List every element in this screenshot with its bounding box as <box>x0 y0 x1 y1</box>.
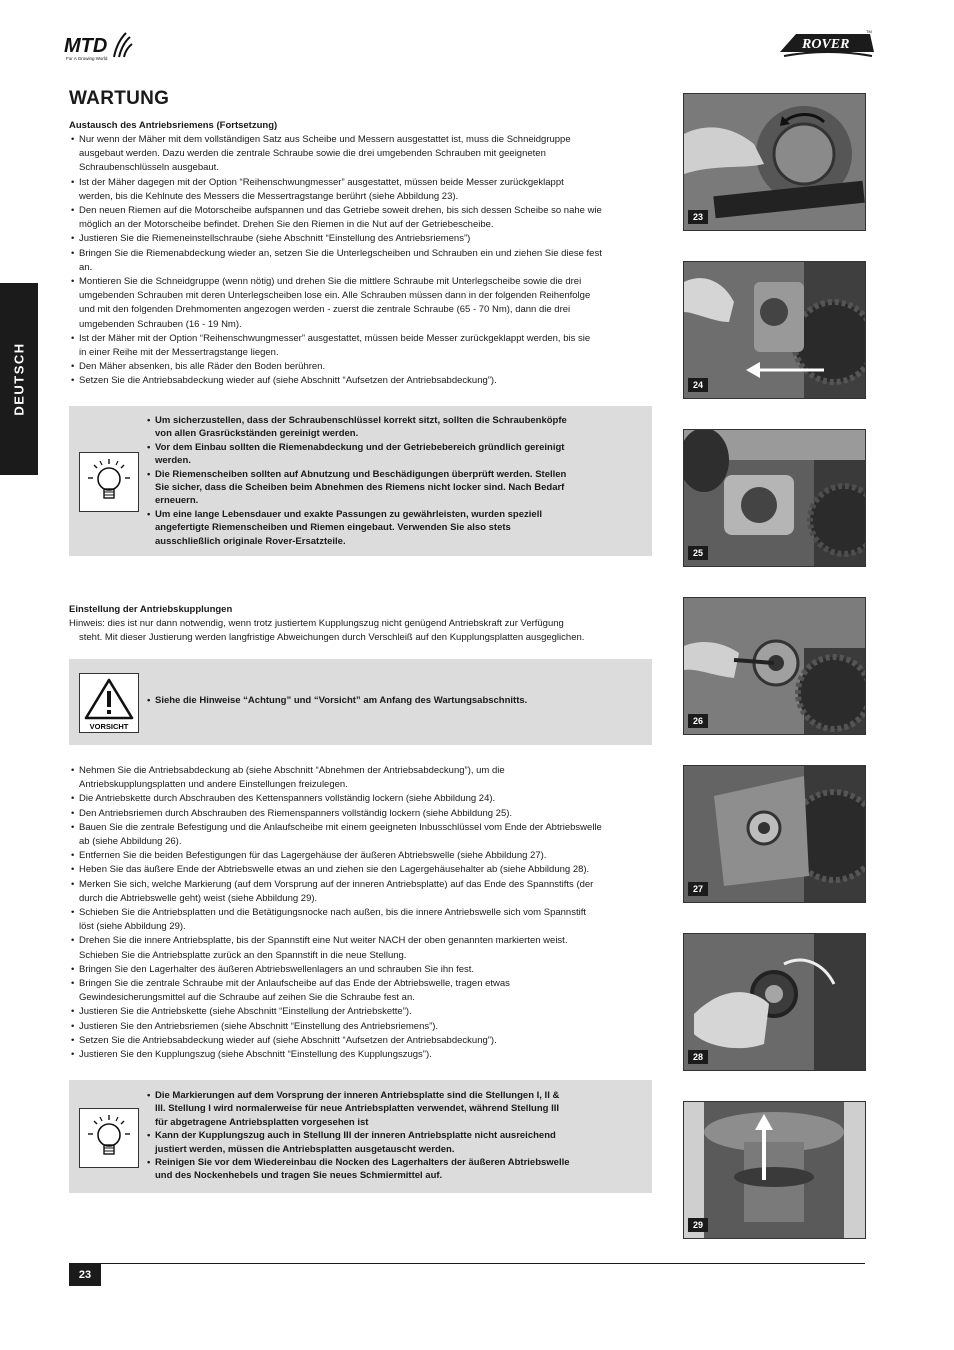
list-item-line: Schraubenschlüsseln ausgebaut. <box>79 162 219 174</box>
list-item <box>69 176 659 204</box>
rover-logo-text: ROVER <box>802 37 850 52</box>
list-item-line: • Nehmen Sie die Antriebsabdeckung ab (siehe Abschnitt “Abnehmen der Antriebsabdeckung”), um die <box>79 765 505 776</box>
list-item <box>145 1156 637 1183</box>
list-item-line: Schieben Sie die Antriebsplatte zurück an den Spannstift in die neue Stellung. <box>79 949 407 961</box>
list-item-line: umgebenden Schrauben mit deren Unterlegscheiben lose ein. Alle Schrauben müssen dann in der folgenden Reihenfolge <box>79 290 591 302</box>
list-item-line: justiert werden, müssen die Antriebsplatten ausgetauscht werden. <box>155 1143 455 1155</box>
list-item-line: für abgetragene Antriebsplatten vorgesehen ist <box>155 1116 369 1128</box>
hint-text <box>69 617 659 645</box>
list-item-line: • Justieren Sie den Kupplungszug (siehe Abschnitt “Einstellung des Kupplungszugs”). <box>79 1049 432 1061</box>
list-item <box>145 694 637 707</box>
warning-box <box>69 659 652 745</box>
list-item <box>69 963 659 977</box>
list-item <box>69 360 659 374</box>
warning-label: VORSICHT <box>89 722 129 731</box>
list-item <box>145 508 637 548</box>
list-item <box>69 977 659 1005</box>
figure-23 <box>683 93 866 231</box>
list-item-line: in einer Reihe mit der Messertragstange liegen. <box>79 347 279 359</box>
list-item-line: • Entfernen Sie die beiden Befestigungen für das Lagergehäuse der äußeren Abtriebswelle (siehe Abbildung 27). <box>79 850 547 862</box>
list-item <box>69 849 659 863</box>
list-item <box>69 1048 659 1062</box>
section-heading: Austausch des Antriebsriemens (Fortsetzung) <box>69 120 278 131</box>
list-item <box>69 807 659 821</box>
figure-number: 23 <box>688 210 708 224</box>
list-item <box>145 441 637 468</box>
list-item-line: ab (siehe Abbildung 26). <box>79 836 182 848</box>
section-heading: Einstellung der Antriebskupplungen <box>69 604 233 615</box>
figure-26 <box>683 597 866 735</box>
figure-number: 27 <box>688 882 708 896</box>
figure-number: 28 <box>688 1050 708 1064</box>
list-item <box>145 414 637 441</box>
list-item-line: • Bringen Sie die zentrale Schraube mit der Anlaufscheibe auf das Ende der Abtriebswelle, tragen etwas <box>79 978 510 990</box>
list-item-line: • Um eine lange Lebensdauer und exakte Passungen zu gewährleisten, wurden speziell <box>155 508 542 520</box>
language-tab-label: DEUTSCH <box>11 342 27 416</box>
figure-number: 25 <box>688 546 708 560</box>
list-item-line: • Montieren Sie die Schneidgruppe (wenn nötig) und drehen Sie die mittlere Schraube mit Unterlegscheibe sowie die drei <box>79 276 582 288</box>
list-item <box>69 863 659 877</box>
list-item-line: ausschließlich originale Rover-Ersatzteile. <box>155 535 346 547</box>
tip-box-belt <box>69 406 652 556</box>
list-item-line: Antriebskupplungsplatten und andere Einstellungen freizulegen. <box>79 779 348 791</box>
list-item <box>69 204 659 232</box>
list-item-line: • Vor dem Einbau sollten die Riemenabdeckung und der Getriebebereich gründlich gereinigt <box>155 441 565 453</box>
list-item-line: ausgebaut werden. Dazu werden die zentrale Schraube sowie die drei umgebenden Schrauben mit geeigneten <box>79 148 546 160</box>
list-item-line: an. <box>79 261 93 273</box>
lightbulb-icon <box>79 1108 139 1168</box>
list-item <box>69 275 659 332</box>
list-item <box>69 133 659 176</box>
list-item-line: angefertigte Riemenscheiben und Riemen eingebaut. Verwenden Sie also stets <box>155 522 511 534</box>
list-item <box>69 906 659 934</box>
list-item-line: möglich an der Motorscheibe befindet. Drehen Sie den Riemen in die Nut auf der Getriebescheibe. <box>79 219 494 231</box>
list-item-line: • Setzen Sie die Antriebsabdeckung wieder auf (siehe Abschnitt “Aufsetzen der Antriebsabdeckung”). <box>79 1034 497 1046</box>
list-item-line: • Bauen Sie die zentrale Befestigung und die Anlaufscheibe mit einem geeigneten Inbusschlüssel vom Ende der Abtriebswelle <box>79 821 602 833</box>
rover-logo <box>778 26 876 60</box>
list-item-line: • Schieben Sie die Antriebsplatten und die Betätigungsnocke nach außen, bis die innere Antriebswelle sich vom Spannstift <box>79 907 586 919</box>
list-item <box>69 878 659 906</box>
list-item-line: Gewindesicherungsmittel auf die Schraube auf zeihen Sie die Schraube fest an. <box>79 992 415 1004</box>
clutch-adjustment-steps <box>69 764 659 1062</box>
list-item-line: III. Stellung I wird normalerweise für neue Antriebsplatten verwendet, während Stellung III <box>155 1103 560 1115</box>
list-item-line: • Ist der Mäher mit der Option “Reihenschwungmesser” ausgestattet, müssen beide Messer zurückgeklappt werden, bis sie <box>79 332 591 344</box>
list-item-line: erneuern. <box>155 495 199 507</box>
mtd-logo <box>64 30 134 64</box>
list-item-line: • Kann der Kupplungszug auch in Stellung III der inneren Antriebsplatte nicht ausreichend <box>155 1130 556 1142</box>
list-item <box>69 374 659 388</box>
list-item-line: löst (siehe Abbildung 29). <box>79 921 186 933</box>
page-number: 23 <box>69 1264 101 1286</box>
belt-replacement-steps <box>69 133 659 389</box>
figure-number: 29 <box>688 1218 708 1232</box>
list-item-line: • Justieren Sie die Riemeneinstellschraube (siehe Abschnitt “Einstellung des Antriebsriemens”) <box>79 233 471 245</box>
list-item-line: • Heben Sie das äußere Ende der Abtriebswelle etwas an und ziehen sie den Lagergehäusehalter ab (siehe Abbildung 28). <box>79 864 590 876</box>
list-item-line: • Drehen Sie die innere Antriebsplatte, bis der Spannstift eine Nut weiter NACH der oben genannten markierten weist. <box>79 935 568 947</box>
list-item-line: • Reinigen Sie vor dem Wiedereinbau die Nocken des Lagerhalters der äußeren Abtriebswelle <box>155 1157 570 1169</box>
list-item-line: umgebenden Schrauben (16 - 19 Nm). <box>79 318 242 330</box>
list-item-line: • Den Antriebsriemen durch Abschrauben des Riemenspanners vollständig lockern (siehe Abbildung 25). <box>79 807 513 819</box>
figure-28 <box>683 933 866 1071</box>
list-item-line: durch die Abtriebswelle geht) weist (siehe Abbildung 29). <box>79 892 318 904</box>
warning-text: • Siehe die Hinweise “Achtung” und “Vorsicht” am Anfang des Wartungsabschnitts. <box>155 695 528 706</box>
page-title: WARTUNG <box>69 88 170 109</box>
list-item-line: Sie sicher, dass die Scheiben beim Abnehmen des Riemens nicht locker sind. Nach Bedarf <box>155 482 565 494</box>
figure-25 <box>683 429 866 567</box>
hint-line-2: steht. Mit dieser Justierung werden langfristige Abweichungen durch Verschleiß auf den Kupplungsplatten ausgeglichen. <box>79 632 585 644</box>
list-item <box>69 1034 659 1048</box>
list-item <box>69 247 659 275</box>
list-item-line: • Bringen Sie die Riemenabdeckung wieder an, setzen Sie die Unterlegscheiben und Schrauben ein und ziehen Sie diese fest <box>79 247 602 259</box>
list-item-line: werden, bis die Kehlnute des Messers die Messertragstange berührt (siehe Abbildung 23). <box>79 190 459 202</box>
list-item-line: • Ist der Mäher dagegen mit der Option “Reihenschwungmesser” ausgestattet, müssen beide Messer zurückgeklappt <box>79 176 564 188</box>
list-item-line: • Bringen Sie den Lagerhalter des äußeren Abtriebswellenlagers an und schrauben Sie ihn fest. <box>79 963 475 975</box>
list-item-line: • Die Antriebskette durch Abschrauben des Kettenspanners vollständig lockern (siehe Abbildung 24). <box>79 793 496 805</box>
list-item <box>69 821 659 849</box>
list-item-line: • Um sicherzustellen, dass der Schraubenschlüssel korrekt sitzt, sollten die Schraubenköpfe <box>155 415 567 426</box>
hint-line-1: Hinweis: dies ist nur dann notwendig, wenn trotz justiertem Kupplungszug nicht genügend Antriebskraft zur Verfügung <box>69 618 564 629</box>
figure-number: 24 <box>688 378 708 392</box>
language-tab <box>0 283 38 475</box>
list-item <box>69 764 659 792</box>
figure-29 <box>683 1101 866 1239</box>
list-item-line: • Justieren Sie die Antriebskette (siehe Abschnitt “Einstellung der Antriebskette”). <box>79 1006 412 1018</box>
rover-logo-tm: TM <box>866 29 872 34</box>
list-item-line: • Merken Sie sich, welche Markierung (auf dem Vorsprung auf der inneren Antriebsplatte) auf das Ende des Spannstifts (der <box>79 878 594 890</box>
warning-list <box>145 694 637 707</box>
list-item-line: von allen Grasrückständen gereinigt werden. <box>155 428 359 440</box>
figure-24 <box>683 261 866 399</box>
list-item-line: • Den neuen Riemen auf die Motorscheibe aufspannen und das Getriebe soweit drehen, bis sich dessen Scheibe so nahe wie <box>79 205 602 217</box>
footer-rule <box>69 1263 865 1264</box>
list-item <box>145 1129 637 1156</box>
list-item <box>145 468 637 508</box>
list-item-line: und mit den folgenden Drehmomenten angezogen werden - zuerst die zentrale Schraube (65 - 70 Nm), dann die drei <box>79 304 571 316</box>
list-item <box>69 332 659 360</box>
list-item-line: • Justieren Sie den Antriebsriemen (siehe Abschnitt “Einstellung des Antriebsriemens”). <box>79 1020 439 1032</box>
tip-box-clutch <box>69 1080 652 1193</box>
section-clutch-adjustment <box>69 603 659 645</box>
section-belt-replacement <box>69 119 659 389</box>
figure-27 <box>683 765 866 903</box>
tip-list-belt <box>145 414 637 548</box>
list-item <box>69 232 659 246</box>
list-item-line: • Nur wenn der Mäher mit dem vollständigen Satz aus Scheibe und Messern ausgestattet ist, muss die Schneidgruppe <box>79 134 571 145</box>
figure-number: 26 <box>688 714 708 728</box>
list-item <box>69 792 659 806</box>
warning-triangle-icon <box>79 673 139 733</box>
mtd-logo-tagline: For A Growing World <box>66 56 108 61</box>
list-item-line: und des Nockenhebels und tragen Sie neues Schmiermittel auf. <box>155 1170 443 1182</box>
list-item <box>69 934 659 962</box>
list-item-line: • Die Riemenscheiben sollten auf Abnutzung und Beschädigungen überprüft werden. Stellen <box>155 468 567 480</box>
tip-list-clutch <box>145 1089 637 1183</box>
list-item <box>69 1020 659 1034</box>
list-item-line: • Die Markierungen auf dem Vorsprung der inneren Antriebsplatte sind die Stellungen I, II & <box>155 1090 560 1101</box>
lightbulb-icon <box>79 452 139 512</box>
mtd-logo-text: MTD <box>64 35 108 57</box>
list-item-line: • Den Mäher absenken, bis alle Räder den Boden berühren. <box>79 361 326 373</box>
section-clutch-steps <box>69 764 659 1062</box>
list-item-line: werden. <box>155 455 191 467</box>
list-item <box>145 1089 637 1129</box>
list-item-line: • Setzen Sie die Antriebsabdeckung wieder auf (siehe Abschnitt “Aufsetzen der Antriebsabdeckung”). <box>79 375 497 387</box>
list-item <box>69 1005 659 1019</box>
